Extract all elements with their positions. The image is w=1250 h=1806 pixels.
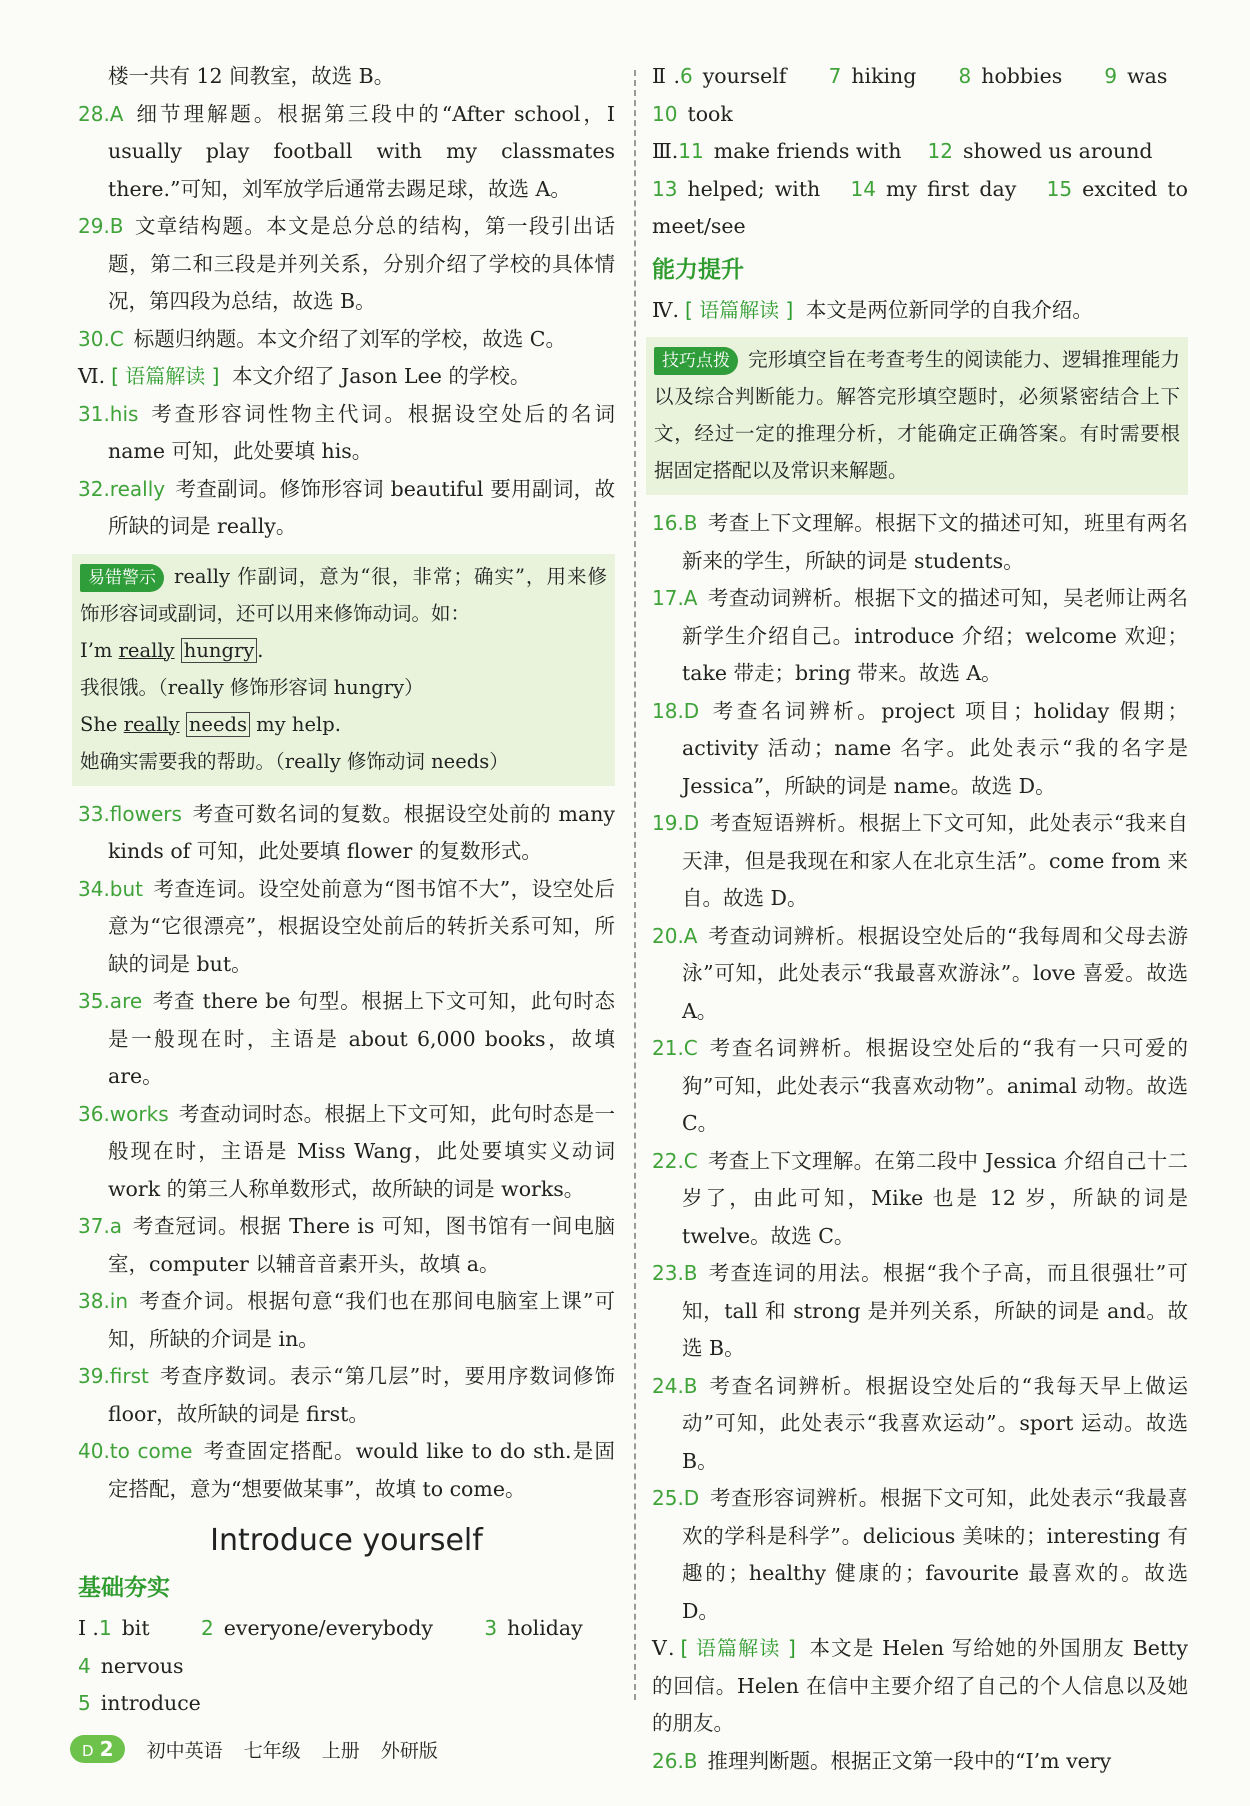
- unit-title: Introduce yourself: [210, 1523, 483, 1558]
- footer-volume: 上册: [321, 1739, 360, 1762]
- section-heading-basic: 基础夯实: [78, 1575, 170, 1601]
- answer-28: 28.A 细节理解题。根据第三段中的“After school，I usually play football with my classmates there.”可知，刘军放学后通常去踢足球，故选 A。: [78, 101, 615, 201]
- page-number-badge: D 2: [70, 1735, 125, 1763]
- passage-tag: [ 语篇解读 ]: [680, 1636, 796, 1660]
- answer-30: 30.C 标题归纳题。本文介绍了刘军的学校，故选 C。: [78, 326, 566, 351]
- section-3-answers: Ⅲ.11 make friends with 12 showed us around 13 helped; with 14 my first day 15 excited to meet/see: [652, 139, 1188, 238]
- passage-tag: [ 语篇解读 ]: [685, 297, 794, 322]
- answer-18: 18.D 考查名词辨析。project 项目；holiday 假期；activity 活动；name 名字。此处表示“我的名字是 Jessica”，所缺的词是 name。故选 D。: [652, 698, 1188, 798]
- passage-tag: [ 语篇解读 ]: [111, 364, 220, 388]
- answer-40: 40.to come 考查固定搭配。would like to do sth.是固定搭配，意为“想要做某事”，故填 to come。: [78, 1439, 615, 1501]
- answer-33: 33.flowers 考查可数名词的复数。根据设空处前的 many kinds of 可知，此处要填 flower 的复数形式。: [78, 801, 615, 863]
- page-footer: [70, 1735, 454, 1763]
- tip-box: 技巧点拨 完形填空旨在考查考生的阅读能力、逻辑推理能力以及综合判断能力。解答完形填空题时，必须紧密结合上下文，经过一定的推理分析，才能确定正确答案。有时需要根据固定搭配以及常识来解题。: [646, 337, 1188, 495]
- answer-32: 32.really 考查副词。修饰形容词 beautiful 要用副词，故所缺的词是 really。: [78, 476, 615, 538]
- footer-subject: 初中英语: [146, 1739, 223, 1762]
- answer-25: 25.D 考查形容词辨析。根据下文可知，此处表示“我最喜欢的学科是科学”。delicious 美味的；interesting 有趣的；healthy 健康的；favourite 最喜欢的。故选 D。: [652, 1486, 1188, 1623]
- warning-box: 易错警示 really 作副词，意为“很，非常；确实”，用来修饰形容词或副词，还可以用来修饰动词。如： I’m really hungry . 我很饿。（really 修饰形容词 hungry） She really needs my help. 她确实需要我的帮助。（really 修饰动词 needs）: [72, 554, 615, 786]
- answer-23: 23.B 考查连词的用法。根据“我个子高，而且很强壮”可知，tall 和 strong 是并列关系，所缺的词是 and。故选 B。: [652, 1261, 1188, 1360]
- answer-34: 34.but 考查连词。设空处前意为“图书馆不大”，设空处后意为“它很漂亮”，根据设空处前后的转折关系可知，所缺的词是 but。: [78, 876, 615, 976]
- answer-17: 17.A 考查动词辨析。根据下文的描述可知，吴老师让两名新学生介绍自己。introduce 介绍；welcome 欢迎；take 带走；bring 带来。故选 A。: [652, 586, 1188, 685]
- section-1-answers: Ⅰ.1 bit 2 everyone/everybody 3 holiday 4 nervous 5 introduce: [78, 1616, 583, 1715]
- answer-31: 31.his 考查形容词性物主代词。根据设空处后的名词 name 可知，此处要填 his。: [78, 401, 615, 463]
- answer-35: 35.are 考查 there be 句型。根据上下文可知，此句时态是一般现在时，主语是 about 6,000 books，故填 are。: [78, 989, 615, 1088]
- section-2-answers: Ⅱ.6 yourself 7 hiking 8 hobbies 9 was 10 took: [652, 64, 1168, 126]
- answer-24: 24.B 考查名词辨析。根据设空处后的“我每天早上做运动”可知，此处表示“我喜欢运动”。sport 运动。故选 B。: [652, 1373, 1188, 1473]
- answer-continuation: 楼一共有 12 间教室，故选 B。: [108, 64, 395, 88]
- section-heading-improve: 能力提升: [652, 256, 744, 283]
- answer-26: 26.B 推理判断题。根据正文第一段中的“I’m very: [652, 1748, 1112, 1773]
- example-2-cn: 她确实需要我的帮助。（really 修饰动词 needs）: [80, 749, 509, 773]
- answer-38: 38.in 考查介词。根据句意“我们也在那间电脑室上课”可知，所缺的介词是 in。: [78, 1289, 615, 1351]
- section-4-heading: Ⅳ. [ 语篇解读 ] 本文是两位新同学的自我介绍。: [652, 297, 1093, 322]
- answer-29: 29.B 文章结构题。本文是总分总的结构，第一段引出话题，第二和三段是并列关系，分别介绍了学校的具体情况，第四段为总结，故选 B。: [78, 214, 615, 313]
- tip-badge: 技巧点拨: [654, 347, 738, 375]
- right-column: [652, 58, 1188, 1780]
- column-divider: [634, 70, 636, 1700]
- footer-grade: 七年级: [243, 1739, 301, 1762]
- footer-edition: 外研版: [380, 1739, 438, 1762]
- warning-badge: 易错警示: [80, 564, 164, 592]
- example-1: I’m really hungry .: [80, 638, 264, 662]
- answer-37: 37.a 考查冠词。根据 There is 可知，图书馆有一间电脑室，computer 以辅音音素开头，故填 a。: [78, 1214, 615, 1276]
- example-1-cn: 我很饿。（really 修饰形容词 hungry）: [80, 675, 424, 699]
- answer-22: 22.C 考查上下文理解。在第二段中 Jessica 介绍自己十二岁了，由此可知，Mike 也是 12 岁，所缺的词是 twelve。故选 C。: [652, 1148, 1188, 1248]
- answer-19: 19.D 考查短语辨析。根据上下文可知，此处表示“我来自天津，但是我现在和家人在北京生活”。come from 来自。故选 D。: [652, 811, 1188, 910]
- section-6-heading: Ⅵ. [ 语篇解读 ] 本文介绍了 Jason Lee 的学校。: [78, 364, 531, 388]
- answer-39: 39.first 考查序数词。表示“第几层”时，要用序数词修饰 floor，故所缺的词是 first。: [78, 1364, 615, 1426]
- example-2: She really needs my help.: [80, 712, 341, 736]
- answer-20: 20.A 考查动词辨析。根据设空处后的“我每周和父母去游泳”可知，此处表示“我最喜欢游泳”。love 喜爱。故选 A。: [652, 923, 1188, 1023]
- section-5-heading: Ⅴ. [ 语篇解读 ] 本文是 Helen 写给她的外国朋友 Betty 的回信。Helen 在信中主要介绍了自己的个人信息以及她的朋友。: [652, 1636, 1188, 1735]
- answer-21: 21.C 考查名词辨析。根据设空处后的“我有一只可爱的狗”可知，此处表示“我喜欢动物”。animal 动物。故选 C。: [652, 1036, 1188, 1135]
- answer-36: 36.works 考查动词时态。根据上下文可知，此句时态是一般现在时，主语是 Miss Wang，此处要填实义动词 work 的第三人称单数形式，故所缺的词是 works。: [78, 1101, 615, 1201]
- answer-16: 16.B 考查上下文理解。根据下文的描述可知，班里有两名新来的学生，所缺的词是 students。: [652, 511, 1188, 573]
- left-column: [78, 58, 615, 1723]
